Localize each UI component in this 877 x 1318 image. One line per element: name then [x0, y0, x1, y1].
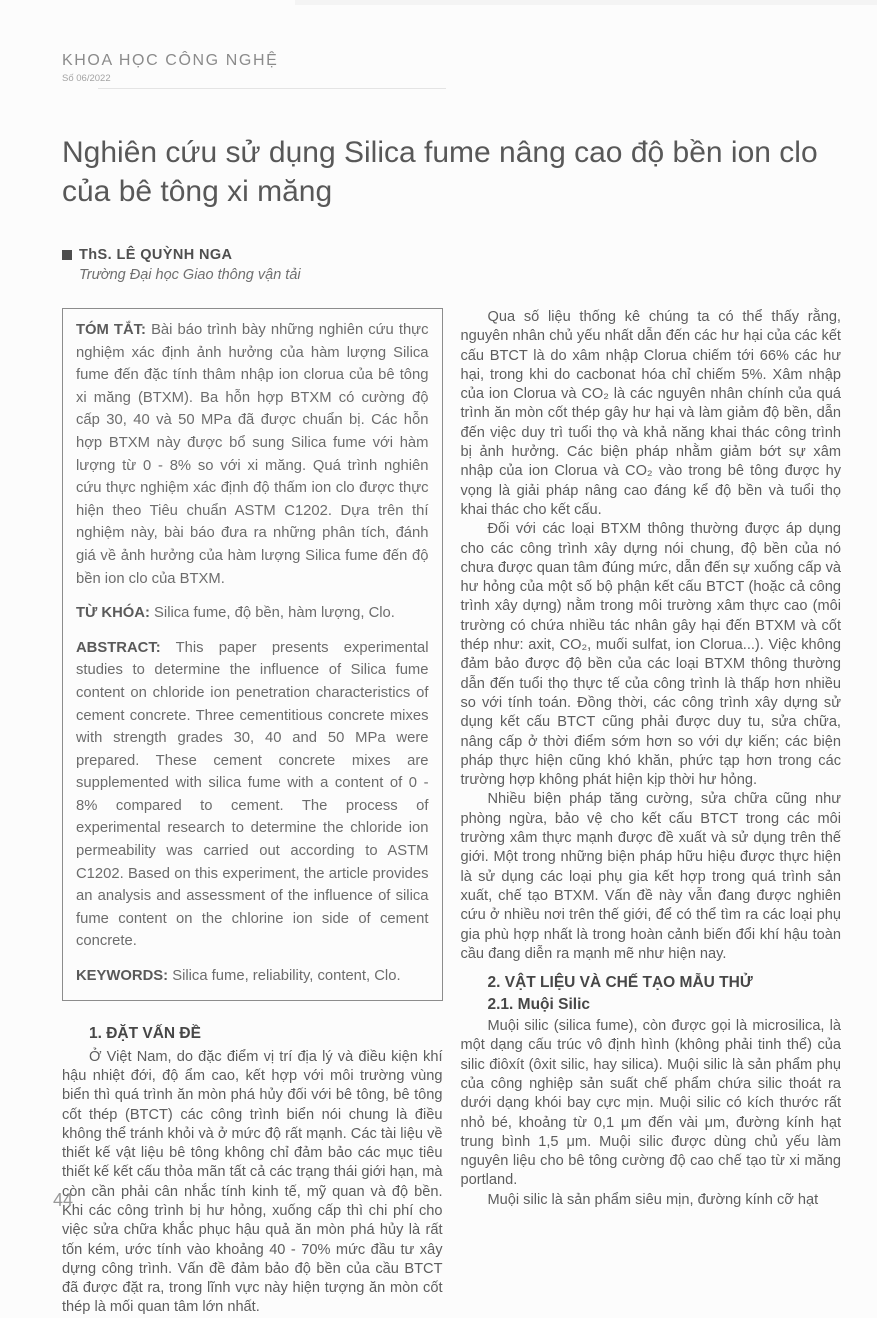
section-2-paragraph-2: Muội silic là sản phẩm siêu mịn, đường kính cỡ hạt: [487, 1191, 819, 1208]
section-2-heading: 2. VẬT LIỆU VÀ CHẾ TẠO MẪU THỬ: [487, 974, 753, 992]
author-name: ThS. LÊ QUỲNH NGA: [79, 247, 233, 263]
section-1-paragraph-2: Qua số liệu thống kê chúng ta có thể thấy rằng, nguyên nhân chủ yếu nhất dẫn đến các hư hại của các kết cấu BTCT là do xâm nhập Clorua chiếm tới 66% các hư hại, trong khi do cacbonat hóa chỉ chiếm 5%. Xâm nhập của ion Clorua và CO₂ là các nguyên nhân chính của quá trình ăn mòn cốt thép gây hư hại và làm giảm độ bền, dẫn đến việc duy trì tuổi thọ và khả năng khai thác công trình bị ảnh hưởng. Các biện pháp nhằm giảm bớt sự xâm nhập của ion Clorua và CO₂ vào trong bê tông được hy vọng là giải pháp nâng cao đáng kể độ bền và tuổi thọ khai thác cho kết cấu.: [460, 309, 841, 518]
keywords-vi-text: Silica fume, độ bền, hàm lượng, Clo.: [154, 605, 395, 622]
keywords-vi-label: TỪ KHÓA:: [76, 605, 150, 622]
section-1-paragraph-4: Nhiều biện pháp tăng cường, sửa chữa cũng như phòng ngừa, bảo vệ cho kết cấu BTCT trong các môi trường xâm thực mạnh được đề xuất và sử dụng trên thế giới. Một trong những biện pháp hữu hiệu được thực hiện là sử dụng các loại phụ gia kết hợp trong quá trình sản xuất, chế tạo BTXM. Vấn đề này vẫn đang được nghiên cứu ở nhiều nơi trên thế giới, để có thể tìm ra các loại phụ gia phù hợp nhất là trong hoàn cảnh biến đổi khí hậu toàn cầu đang diễn ra mạnh mẽ như hiện nay.: [460, 791, 841, 962]
abstract-vi-label: TÓM TẮT:: [76, 322, 146, 338]
two-column-layout: [62, 308, 841, 1318]
section-1-paragraph-1: Ở Việt Nam, do đặc điểm vị trí địa lý và điều kiện khí hậu nhiệt đới, độ ẩm cao, kết hợp với môi trường vùng biển thì quá trình ăn mòn phá hủy đối với bê tông, bê tông cốt thép (BTCT) các công trình biển nói chung là điều không thể tránh khỏi và ở mức độ rất mạnh. Các tài liệu về thiết kế vật liệu bê tông không chỉ đảm bảo các mục tiêu thiết kế kết cấu thỏa mãn tất cả các trạng thái giới hạn, mà còn cần phải cân nhắc tính kinh tế, mỹ quan và độ bền. Khi các công trình bị hư hỏng, xuống cấp thì chi phí cho việc sửa chữa khắc phục hậu quả ăn mòn phá hủy là rất tốn kém, ước tính vào khoảng 40 - 70% mức đầu tư xây dựng công trình. Vấn đề đảm bảo độ bền của cầu BTCT đã được đặt ra, trong lĩnh vực này hiện tượng ăn mòn cốt thép là mối quan tâm lớn nhất.: [62, 1048, 443, 1316]
keywords-en-paragraph: [76, 965, 429, 988]
keywords-vi-paragraph: [76, 602, 429, 625]
keywords-en-text: Silica fume, reliability, content, Clo.: [172, 968, 401, 985]
section-1-heading: 1. ĐẶT VẤN ĐỀ: [89, 1024, 201, 1042]
section-1-paragraph-3: Đối với các loại BTXM thông thường được áp dụng cho các công trình xây dựng nói chung, độ bền của nó chưa được quan tâm đúng mức, dẫn đến sự xuống cấp và hư hỏng của một số bộ phận kết cấu BTCT (hoặc cả công trình xây dựng) nằm trong môi trường xâm thực cao (môi trường có chứa nhiều tác nhân gây hại đến BTXM và cốt thép như: axit, CO₂, muối sulfat, ion Clorua...). Việc không đảm bảo được độ bền của các loại BTXM thông thường dẫn đến tuổi thọ thực tế của công trình là thấp hơn nhiều so với tính toán. Đồng thời, các công trình xây dựng sử dụng kết cấu BTCT cũng phải được duy tu, sửa chữa, nâng cấp ở thời điểm sớm hơn so với dự kiến; các biện pháp thực hiện cũng khó khăn, phức tạp hơn trong các trường hợp không phát hiện kịp thời hư hỏng.: [460, 521, 841, 789]
scan-artifact-strip: [295, 0, 877, 5]
abstract-box: [62, 308, 443, 1001]
page-number: 44: [53, 1190, 74, 1210]
header-divider: [98, 88, 446, 89]
journal-name: KHOA HỌC CÔNG NGHỆ: [62, 52, 279, 69]
abstract-vi-paragraph: [76, 319, 429, 590]
section-2-1-subheading: 2.1. Muội Silic: [487, 996, 590, 1014]
right-column: [461, 308, 842, 1318]
journal-header: [62, 52, 841, 89]
author-block: [62, 247, 841, 283]
abstract-en-text: This paper presents experimental studies to determine the influence of Silica fume content on chloride ion penetration characteristics of cement concrete. Three cementitious concrete mixes with strength grades 30, 40 and 50 MPa were prepared. These cement concrete mixes are supplemented with silica fume with a content of 0 - 8% compared to cement. The process of experimental research to determine the chloride ion permeability was carried out according to ASTM C1202. Based on this experiment, the article provides an analysis and assessment of the influence of silica fume content on the chlorine ion side of cement concrete.: [76, 639, 429, 950]
left-column: [62, 308, 443, 1318]
author-affiliation: Trường Đại học Giao thông vận tải: [79, 267, 301, 283]
section-2-paragraph-1: Muội silic (silica fume), còn được gọi là microsilica, là một dạng cấu trúc vô định hình (không phải tinh thể) của silic điôxít (ôxit silic, hay silica). Muội silic là sản phẩm phụ của công nghiệp sản suất chế phẩm chứa silic thoát ra dưới dạng khói bay cực mịn. Muội silic có kích thước rất nhỏ bé, khoảng từ 0,1 μm đến vài μm, đường kính hạt trung bình 1,5 μm. Muội silic được dùng chủ yếu làm nguyên liệu cho bê tông cường độ cao chế tạo từ xi măng portland.: [460, 1018, 841, 1189]
author-line: [62, 247, 841, 263]
abstract-vi-text: Bài báo trình bày những nghiên cứu thực nghiệm xác định ảnh hưởng của hàm lượng Silica fume đến đặc tính thâm nhập ion clorua của bê tông xi măng (BTXM). Ba hỗn hợp BTXM có cường độ cấp 30, 40 và 50 MPa đã được chuẩn bị. Các hỗn hợp BTXM này được bổ sung Silica fume với hàm lượng từ 0 - 8% so với xi măng. Quá trình nghiên cứu thực nghiệm xác định độ thấm ion clo được thực hiện theo Tiêu chuẩn ASTM C1202. Dựa trên thí nghiệm này, bài báo đưa ra những phân tích, đánh giá về ảnh hưởng của hàm lượng Silica fume đến độ bền ion clo của BTXM.: [76, 322, 429, 587]
square-bullet-icon: [62, 250, 72, 260]
abstract-en-paragraph: [76, 637, 429, 953]
keywords-en-label: KEYWORDS:: [76, 968, 169, 985]
abstract-en-label: ABSTRACT:: [76, 639, 161, 656]
journal-issue: Số 06/2022: [62, 73, 111, 84]
article-title: Nghiên cứu sử dụng Silica fume nâng cao độ bền ion clo của bê tông xi măng: [62, 136, 818, 208]
